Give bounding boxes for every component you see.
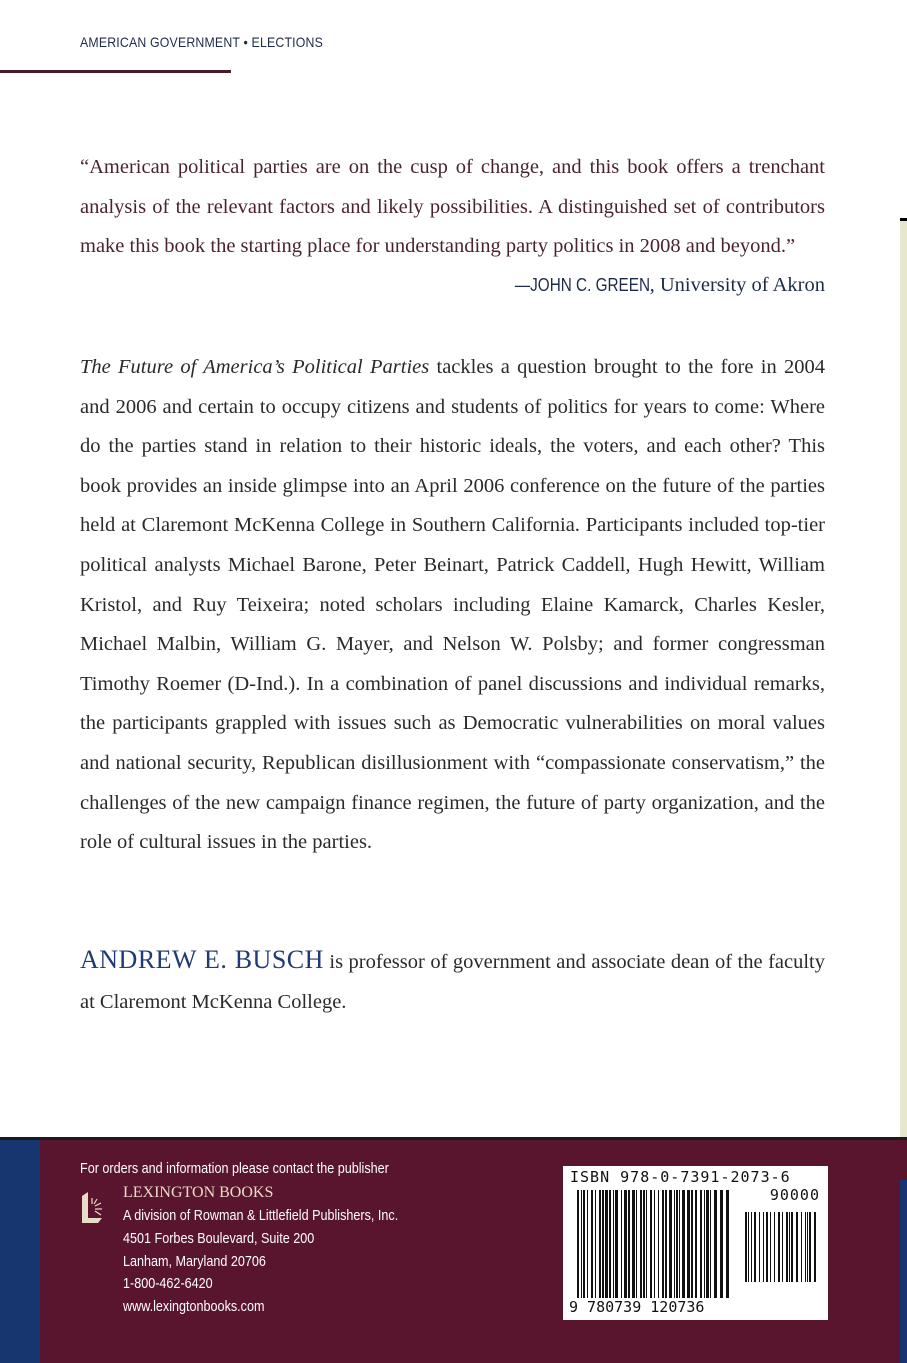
book-description [80,348,825,863]
addon-bar [801,1212,802,1282]
barcode-bar [643,1190,645,1298]
addon-bar [759,1212,760,1282]
footer-edge-strip [900,1180,907,1363]
addon-bar [782,1212,783,1282]
contact-line: For orders and information please contact the publisher [80,1160,389,1177]
isbn-text: ISBN 978-0-7391-2073-6 [570,1168,791,1186]
isbn-barcode [563,1166,828,1320]
lexington-logo-icon [80,1190,106,1224]
address-line-1: 4501 Forbes Boulevard, Suite 200 [123,1230,315,1247]
barcode-bar [714,1190,717,1298]
barcode-bar [632,1190,635,1298]
addon-bar [814,1212,816,1282]
addon-bar [807,1212,808,1282]
addon-bar [770,1212,771,1282]
addon-bar [789,1212,790,1282]
barcode-bar [591,1190,593,1298]
addon-bar [791,1212,793,1282]
ean-text: 9 780739 120736 [569,1298,705,1316]
edge-mark [900,218,907,221]
attribution-name: —JOHN C. GREEN [514,275,650,295]
barcode-bar [640,1190,642,1298]
barcode-bar [662,1190,664,1298]
barcode-bar [581,1190,582,1298]
header-rule [0,70,231,73]
barcode-bar [665,1190,667,1298]
barcode-bar [624,1190,627,1298]
footer-spine-strip [0,1140,40,1363]
barcode-bar [628,1190,630,1298]
addon-bar [805,1212,806,1282]
barcode-bar [646,1190,647,1298]
barcode-bar [658,1190,659,1298]
barcode-bar [704,1190,705,1298]
publisher-footer [0,1137,907,1363]
addon-bar [809,1212,811,1282]
quote-attribution [491,274,825,297]
barcode-bar [710,1190,711,1298]
barcode-bar [706,1190,709,1298]
barcode-bars [577,1190,822,1310]
addon-bar [754,1212,756,1282]
barcode-bar [695,1190,697,1298]
website-link[interactable]: www.lexingtonbooks.com [123,1298,265,1315]
bio-text: is professor of government and associate dean of the faculty at Claremont McKenna College. [80,951,826,1013]
barcode-bar [636,1190,637,1298]
addon-bar [763,1212,764,1282]
addon-bar [786,1212,788,1282]
barcode-bar [613,1190,614,1298]
cover-edge [900,218,907,1140]
addon-bar [745,1212,747,1282]
endorsement-quote: “American political parties are on the cusp of change, and this book offers a trenchant analysis of the relevant factors and likely possibilities. A distinguished set of contributors make this book the starting place for understanding party politics in 2008 and beyond.” [80,156,825,257]
barcode-bar [687,1190,690,1298]
addon-bar [778,1212,780,1282]
division-line: A division of Rowman & Littlefield Publishers, Inc. [123,1207,399,1224]
barcode-bar [676,1190,678,1298]
barcode-bar [674,1190,675,1298]
addon-bar [796,1212,798,1282]
barcode-bar [605,1190,608,1298]
author-name: ANDREW E. BUSCH [80,945,324,974]
author-bio [80,940,825,1022]
barcode-bar [615,1190,618,1298]
barcode-bar [654,1190,655,1298]
addon-bar [766,1212,768,1282]
addon-bar [751,1212,752,1282]
addon-bar [748,1212,749,1282]
barcode-bar [679,1190,680,1298]
attribution-affiliation: , University of Akron [649,274,825,296]
price-addon-text: 90000 [769,1186,820,1204]
barcode-bar [650,1190,652,1298]
barcode-bar [682,1190,685,1298]
barcode-bar [621,1190,622,1298]
phone-number: 1-800-462-6420 [123,1275,213,1292]
barcode-bar [700,1190,702,1298]
barcode-bar [720,1190,723,1298]
barcode-bar [602,1190,604,1298]
description-text: tackles a question brought to the fore in 2004 and 2006 and certain to occupy citizens and students of politics for years to come: Where do the parties stand in relation to their historic ideals, the voters, and each other? This book provides an inside glimpse into an April 2006 conference on the future of the parties held at Claremont McKenna College in Southern California. Participants included top-tier political analysts Michael Barone, Peter Beinart, Patrick Caddell, Hugh Hewitt, William Kristol, and Ruy Teixeira; noted scholars including Elaine Kamarck, Charles Kesler, Michael Malbin, William G. Mayer, and Nelson W. Polsby; and former congressman Timothy Roemer (D-Ind.). In a combination of panel discussions and individual remarks, the participants grappled with issues such as Democratic vulnerabilities on moral values and national security, Republican disillusionment with “compassionate conservatism,” the challenges of the new campaign finance regimen, the future of party organization, and the role of cultural issues in the parties. [80,356,825,854]
address-line-2: Lanham, Maryland 20706 [123,1253,266,1270]
barcode-bar [587,1190,588,1298]
barcode-bar [691,1190,693,1298]
barcode-bar [577,1190,579,1298]
barcode-bar [669,1190,672,1298]
book-title: The Future of America’s Political Parties [80,356,430,378]
addon-bar [774,1212,775,1282]
category-label: AMERICAN GOVERNMENT • ELECTIONS [80,34,323,50]
barcode-bar [609,1190,611,1298]
barcode-bar [726,1190,729,1298]
barcode-bar [583,1190,585,1298]
publisher-name: LEXINGTON BOOKS [123,1184,274,1201]
barcode-bar [595,1190,596,1298]
barcode-bar [599,1190,601,1298]
